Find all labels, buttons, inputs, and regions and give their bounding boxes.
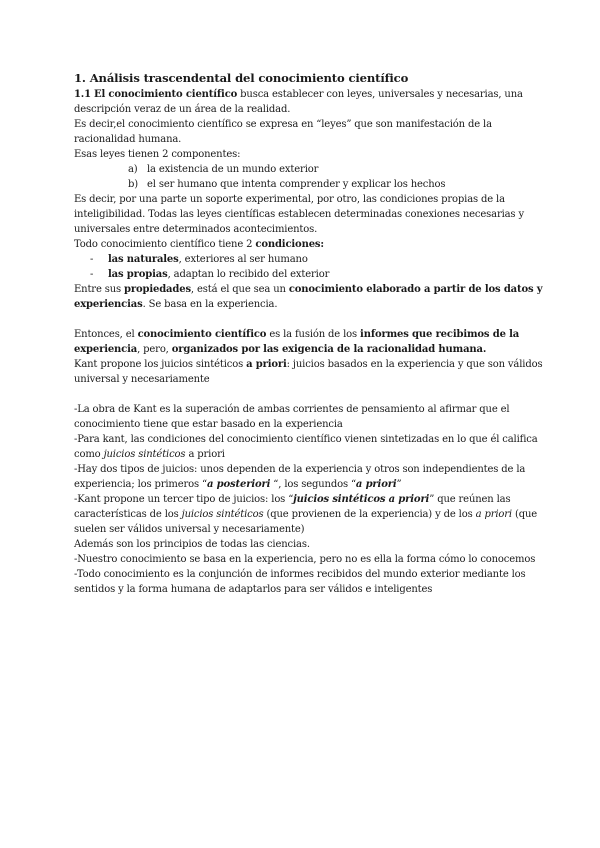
bold-italic-term: a priori (355, 479, 397, 490)
text-run: , exteriores al ser humano (178, 254, 308, 265)
list-item (74, 162, 524, 177)
paragraph-line (74, 297, 524, 312)
paragraph-line: Además son los principios de todas las ciencias. (74, 539, 310, 550)
paragraph-line (74, 342, 524, 357)
paragraph-line (74, 447, 524, 462)
bold-italic-term: juicios sintéticos a priori (293, 494, 430, 505)
italic-term: a priori (475, 509, 512, 520)
list-item (74, 177, 524, 192)
paragraph-line (74, 282, 543, 297)
bold-term: El conocimiento científico (93, 89, 238, 100)
text-run: , adaptan lo recibido del exterior (167, 269, 330, 280)
text-run: ” (396, 479, 402, 490)
subsection-number: 1.1 (74, 89, 91, 100)
list-marker: a) (128, 164, 138, 175)
paragraph-line: universal y necesariamente (74, 374, 210, 385)
paragraph-line: Es decir, por una parte un soporte experimental, por otro, las condiciones propias de la (74, 194, 505, 205)
paragraph-line (74, 237, 524, 252)
text-run: . Se basa en la experiencia. (142, 299, 278, 310)
paragraph-line: -Para kant, las condiciones del conocimiento científico vienen sintetizadas en lo que él califica (74, 434, 538, 445)
bold-term: propiedades (124, 284, 191, 295)
paragraph-line: suelen ser válidos universal y necesariamente) (74, 524, 305, 535)
paragraph-line: Es decir,el conocimiento científico se expresa en “leyes” que son manifestación de la (74, 119, 492, 130)
bold-term: condiciones: (255, 239, 324, 250)
text-run: (que (511, 509, 538, 520)
paragraph-line: universales entre determinados acontecimientos. (74, 224, 318, 235)
list-item-text: el ser humano que intenta comprender y explicar los hechos (147, 179, 446, 190)
bold-term: conocimiento científico (137, 329, 267, 340)
paragraph-line: inteligibilidad. Todas las leyes científicas establecen determinadas conexiones necesarias y (74, 209, 524, 220)
italic-term: juicios sintéticos (181, 509, 264, 520)
text-run: Entonces, el (74, 329, 138, 340)
section-kant (74, 402, 538, 597)
text-run: -Kant propone un tercer tipo de juicios: los “ (74, 494, 294, 505)
text-run: es la fusión de los (266, 329, 361, 340)
paragraph-line: sentidos y la forma humana de adaptarlos para ser válidos e inteligentes (74, 584, 433, 595)
text-run: experiencia; los primeros “ (74, 479, 208, 490)
text-run: ” que reúnen las (429, 494, 511, 505)
text-run: , está el que sea un (190, 284, 289, 295)
list-item (74, 252, 524, 267)
bold-italic-term: a posteriori (207, 479, 271, 490)
list-item (74, 267, 524, 282)
paragraph-line (74, 507, 538, 522)
text-run: características de los (74, 509, 182, 520)
bold-term: las propias (108, 269, 168, 280)
list-item-text: la existencia de un mundo exterior (147, 164, 319, 175)
bold-term: las naturales (108, 254, 179, 265)
paragraph-line (74, 327, 524, 342)
text-run: busca establecer con leyes, universales y necesarias, una (237, 89, 523, 100)
bold-term: conocimiento elaborado a partir de los datos y (288, 284, 543, 295)
paragraph-line: -Hay dos tipos de juicios: unos dependen de la experiencia y otros son independientes de la (74, 464, 526, 475)
bold-term: a priori (246, 359, 287, 370)
text-run: Kant propone los juicios sintéticos (74, 359, 247, 370)
paragraph-line: racionalidad humana. (74, 134, 182, 145)
paragraph-line (74, 87, 524, 102)
paragraph-line: Esas leyes tienen 2 componentes: (74, 149, 241, 160)
list-marker: - (90, 269, 94, 280)
list-marker: b) (128, 179, 139, 190)
text-run: como (74, 449, 104, 460)
section-title: 1. Análisis trascendental del conocimiento científico (74, 71, 409, 85)
italic-term: juicios sintéticos (103, 449, 186, 460)
text-run: : juicios basados en la experiencia y que son válidos (286, 359, 543, 370)
text-run: a priori (185, 449, 225, 460)
text-run: Entre sus (74, 284, 125, 295)
bold-term: informes que recibimos de la (360, 329, 520, 340)
bold-term: experiencia (74, 344, 138, 355)
bold-term: organizados por las exigencia de la racionalidad humana. (171, 344, 487, 355)
paragraph-line (74, 477, 524, 492)
paragraph-line: -Nuestro conocimiento se basa en la experiencia, pero no es ella la forma cómo lo conocemos (74, 554, 536, 565)
paragraph-line: -La obra de Kant es la superación de ambas corrientes de pensamiento al afirmar que el (74, 404, 510, 415)
paragraph-line: descripción veraz de un área de la realidad. (74, 104, 291, 115)
paragraph-line: -Todo conocimiento es la conjunción de informes recibidos del mundo exterior mediante los (74, 569, 526, 580)
paragraph-line (74, 357, 543, 372)
text-run: , pero, (137, 344, 172, 355)
text-run: “, los segundos “ (270, 479, 356, 490)
list-marker: - (90, 254, 94, 265)
section-fusion (74, 327, 543, 387)
section-1-1 (74, 87, 543, 312)
paragraph-line: conocimiento tiene que estar basado en la experiencia (74, 419, 343, 430)
text-run: (que provienen de la experiencia) y de los (263, 509, 476, 520)
paragraph-line (74, 492, 524, 507)
bold-term: experiencias (74, 299, 143, 310)
text-run: Todo conocimiento científico tiene 2 (74, 239, 256, 250)
